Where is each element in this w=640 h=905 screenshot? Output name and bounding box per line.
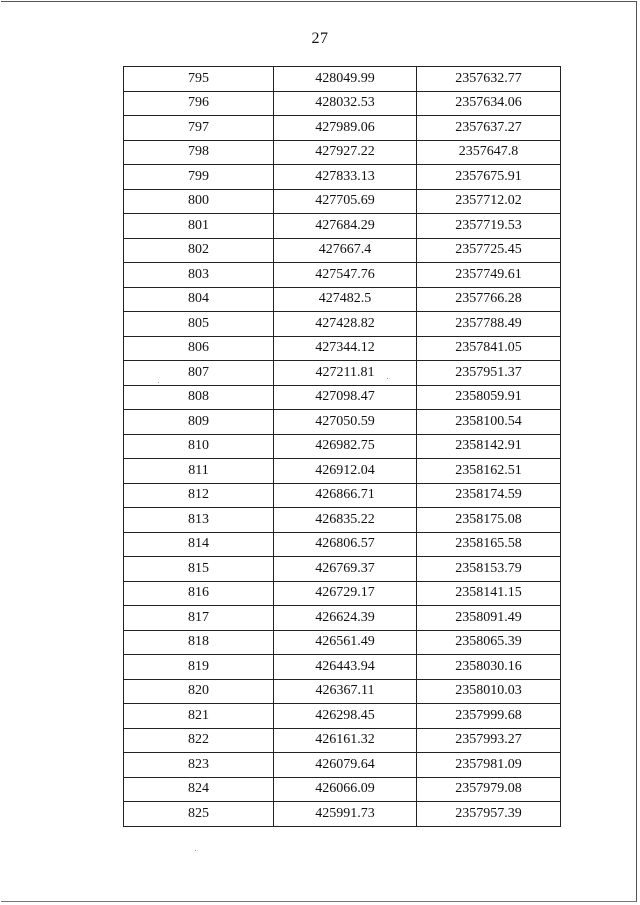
x-coordinate-cell: 426161.32 bbox=[274, 728, 417, 753]
x-coordinate-cell: 426066.09 bbox=[274, 777, 417, 802]
x-coordinate-cell: 428049.99 bbox=[274, 67, 417, 92]
table-row bbox=[124, 679, 561, 704]
point-number-cell: 819 bbox=[124, 655, 274, 680]
x-coordinate-cell: 427989.06 bbox=[274, 116, 417, 141]
point-number-cell: 799 bbox=[124, 165, 274, 190]
x-coordinate-cell: 427667.4 bbox=[274, 238, 417, 263]
table-row bbox=[124, 704, 561, 729]
y-coordinate-cell: 2358174.59 bbox=[417, 483, 561, 508]
x-coordinate-cell: 426561.49 bbox=[274, 630, 417, 655]
x-coordinate-cell: 427684.29 bbox=[274, 214, 417, 239]
x-coordinate-cell: 426079.64 bbox=[274, 753, 417, 778]
table-row bbox=[124, 581, 561, 606]
x-coordinate-cell: 426866.71 bbox=[274, 483, 417, 508]
table-row bbox=[124, 214, 561, 239]
x-coordinate-cell: 426367.11 bbox=[274, 679, 417, 704]
y-coordinate-cell: 2357749.61 bbox=[417, 263, 561, 288]
x-coordinate-cell: 426912.04 bbox=[274, 459, 417, 484]
x-coordinate-cell: 427482.5 bbox=[274, 287, 417, 312]
y-coordinate-cell: 2358010.03 bbox=[417, 679, 561, 704]
point-number-cell: 810 bbox=[124, 434, 274, 459]
table-row bbox=[124, 287, 561, 312]
table-row bbox=[124, 336, 561, 361]
x-coordinate-cell: 428032.53 bbox=[274, 91, 417, 116]
point-number-cell: 816 bbox=[124, 581, 274, 606]
table-row bbox=[124, 532, 561, 557]
y-coordinate-cell: 2358065.39 bbox=[417, 630, 561, 655]
y-coordinate-cell: 2357712.02 bbox=[417, 189, 561, 214]
y-coordinate-cell: 2358059.91 bbox=[417, 385, 561, 410]
table-row bbox=[124, 777, 561, 802]
x-coordinate-cell: 427428.82 bbox=[274, 312, 417, 337]
point-number-cell: 814 bbox=[124, 532, 274, 557]
x-coordinate-cell: 427833.13 bbox=[274, 165, 417, 190]
point-number-cell: 806 bbox=[124, 336, 274, 361]
x-coordinate-cell: 426982.75 bbox=[274, 434, 417, 459]
y-coordinate-cell: 2357632.77 bbox=[417, 67, 561, 92]
point-number-cell: 813 bbox=[124, 508, 274, 533]
x-coordinate-cell: 426298.45 bbox=[274, 704, 417, 729]
x-coordinate-cell: 427098.47 bbox=[274, 385, 417, 410]
y-coordinate-cell: 2357981.09 bbox=[417, 753, 561, 778]
table-row bbox=[124, 753, 561, 778]
y-coordinate-cell: 2358030.16 bbox=[417, 655, 561, 680]
x-coordinate-cell: 426624.39 bbox=[274, 606, 417, 631]
y-coordinate-cell: 2358165.58 bbox=[417, 532, 561, 557]
scan-speck bbox=[158, 382, 159, 383]
point-number-cell: 807 bbox=[124, 361, 274, 386]
table-row bbox=[124, 802, 561, 827]
y-coordinate-cell: 2357951.37 bbox=[417, 361, 561, 386]
x-coordinate-cell: 427211.81 bbox=[274, 361, 417, 386]
point-number-cell: 809 bbox=[124, 410, 274, 435]
point-number-cell: 820 bbox=[124, 679, 274, 704]
table-row bbox=[124, 189, 561, 214]
x-coordinate-cell: 426835.22 bbox=[274, 508, 417, 533]
point-number-cell: 800 bbox=[124, 189, 274, 214]
point-number-cell: 812 bbox=[124, 483, 274, 508]
y-coordinate-cell: 2358091.49 bbox=[417, 606, 561, 631]
y-coordinate-cell: 2357766.28 bbox=[417, 287, 561, 312]
x-coordinate-cell: 427927.22 bbox=[274, 140, 417, 165]
point-number-cell: 822 bbox=[124, 728, 274, 753]
point-number-cell: 817 bbox=[124, 606, 274, 631]
point-number-cell: 798 bbox=[124, 140, 274, 165]
table-row bbox=[124, 606, 561, 631]
x-coordinate-cell: 427705.69 bbox=[274, 189, 417, 214]
table-row bbox=[124, 483, 561, 508]
x-coordinate-cell: 427344.12 bbox=[274, 336, 417, 361]
table-row bbox=[124, 434, 561, 459]
y-coordinate-cell: 2357725.45 bbox=[417, 238, 561, 263]
y-coordinate-cell: 2357788.49 bbox=[417, 312, 561, 337]
page-number: 27 bbox=[311, 30, 329, 47]
table-row bbox=[124, 459, 561, 484]
table-row bbox=[124, 630, 561, 655]
table-row bbox=[124, 116, 561, 141]
point-number-cell: 808 bbox=[124, 385, 274, 410]
y-coordinate-cell: 2357719.53 bbox=[417, 214, 561, 239]
point-number-cell: 818 bbox=[124, 630, 274, 655]
table-row bbox=[124, 263, 561, 288]
table-row bbox=[124, 165, 561, 190]
table-row bbox=[124, 361, 561, 386]
y-coordinate-cell: 2357637.27 bbox=[417, 116, 561, 141]
table-row bbox=[124, 140, 561, 165]
x-coordinate-cell: 426806.57 bbox=[274, 532, 417, 557]
point-number-cell: 801 bbox=[124, 214, 274, 239]
table-row bbox=[124, 385, 561, 410]
y-coordinate-cell: 2357675.91 bbox=[417, 165, 561, 190]
point-number-cell: 803 bbox=[124, 263, 274, 288]
x-coordinate-cell: 426769.37 bbox=[274, 557, 417, 582]
point-number-cell: 811 bbox=[124, 459, 274, 484]
x-coordinate-cell: 427050.59 bbox=[274, 410, 417, 435]
table-row bbox=[124, 238, 561, 263]
y-coordinate-cell: 2358153.79 bbox=[417, 557, 561, 582]
y-coordinate-cell: 2357634.06 bbox=[417, 91, 561, 116]
point-number-cell: 805 bbox=[124, 312, 274, 337]
table-row bbox=[124, 91, 561, 116]
y-coordinate-cell: 2357957.39 bbox=[417, 802, 561, 827]
point-number-cell: 797 bbox=[124, 116, 274, 141]
coordinates-table-body bbox=[124, 67, 561, 827]
y-coordinate-cell: 2357979.08 bbox=[417, 777, 561, 802]
point-number-cell: 802 bbox=[124, 238, 274, 263]
y-coordinate-cell: 2357841.05 bbox=[417, 336, 561, 361]
table-row bbox=[124, 508, 561, 533]
table-row bbox=[124, 312, 561, 337]
table-row bbox=[124, 557, 561, 582]
table-row bbox=[124, 410, 561, 435]
y-coordinate-cell: 2358142.91 bbox=[417, 434, 561, 459]
point-number-cell: 804 bbox=[124, 287, 274, 312]
y-coordinate-cell: 2358175.08 bbox=[417, 508, 561, 533]
y-coordinate-cell: 2358100.54 bbox=[417, 410, 561, 435]
y-coordinate-cell: 2357999.68 bbox=[417, 704, 561, 729]
point-number-cell: 825 bbox=[124, 802, 274, 827]
scan-speck bbox=[195, 850, 196, 851]
x-coordinate-cell: 427547.76 bbox=[274, 263, 417, 288]
y-coordinate-cell: 2358141.15 bbox=[417, 581, 561, 606]
x-coordinate-cell: 425991.73 bbox=[274, 802, 417, 827]
y-coordinate-cell: 2357647.8 bbox=[417, 140, 561, 165]
x-coordinate-cell: 426729.17 bbox=[274, 581, 417, 606]
table-row bbox=[124, 728, 561, 753]
y-coordinate-cell: 2358162.51 bbox=[417, 459, 561, 484]
coordinates-table bbox=[123, 66, 561, 827]
point-number-cell: 823 bbox=[124, 753, 274, 778]
table-row bbox=[124, 655, 561, 680]
point-number-cell: 824 bbox=[124, 777, 274, 802]
point-number-cell: 796 bbox=[124, 91, 274, 116]
point-number-cell: 821 bbox=[124, 704, 274, 729]
point-number-cell: 795 bbox=[124, 67, 274, 92]
scan-speck bbox=[387, 378, 388, 379]
x-coordinate-cell: 426443.94 bbox=[274, 655, 417, 680]
table-row bbox=[124, 67, 561, 92]
y-coordinate-cell: 2357993.27 bbox=[417, 728, 561, 753]
point-number-cell: 815 bbox=[124, 557, 274, 582]
